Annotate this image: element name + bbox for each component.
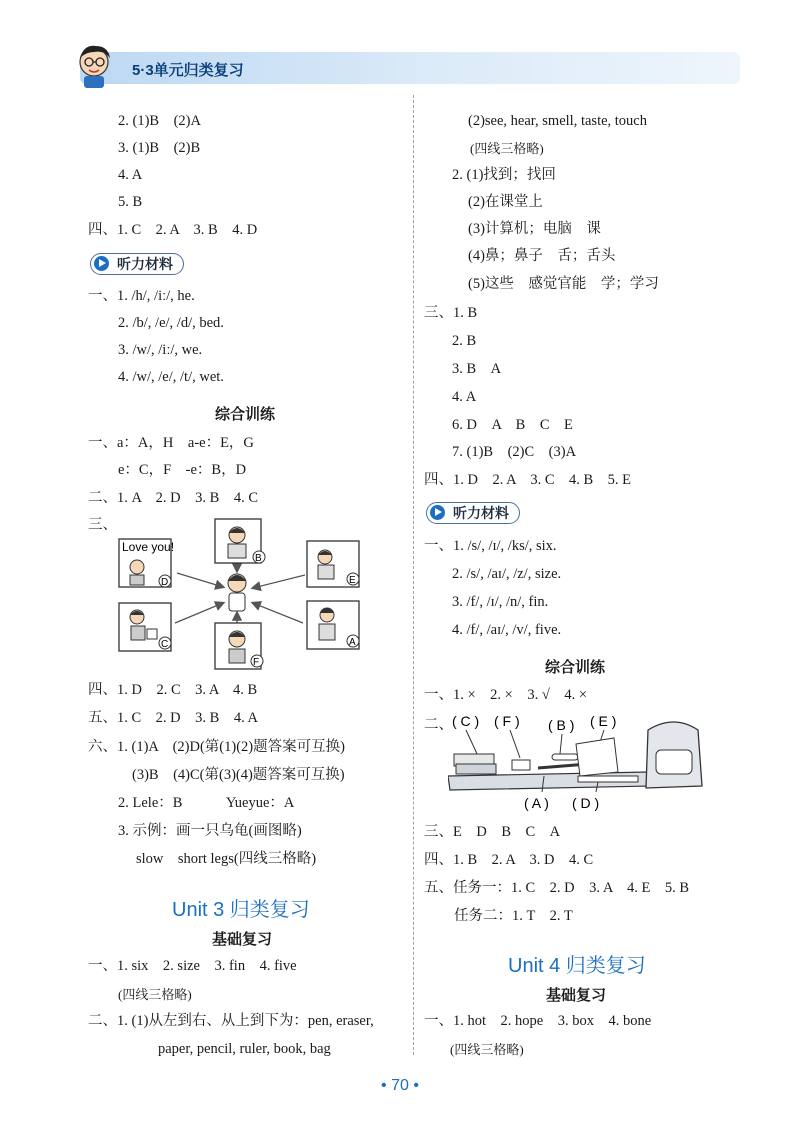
left-line-13: 三、 <box>88 517 117 533</box>
left-line-23: 二、1. (1)从左到右、从上到下为：pen, eraser, <box>88 1013 374 1029</box>
label-a: A <box>349 637 356 648</box>
listening-material-badge-right <box>426 502 520 524</box>
right-line-17: 3. /f/, /ɪ/, /n/, fin. <box>452 594 549 610</box>
page-header-banner <box>80 52 740 84</box>
left-line-10: 一、a：A，H a-e：E，G <box>88 435 254 451</box>
right-line-7: (5)这些 感觉官能 学；学习 <box>468 276 659 292</box>
right-line-26: (四线三格略) <box>450 1042 524 1057</box>
left-line-8: 3. /w/, /iː/, we. <box>118 342 203 358</box>
page-number: • 70 • <box>381 1077 419 1094</box>
label-b: B <box>255 553 262 564</box>
label-c: C <box>161 639 169 650</box>
right-line-16: 2. /s/, /aɪ/, /z/, size. <box>452 566 562 582</box>
right-line-1: (2)see, hear, smell, taste, touch <box>468 113 647 129</box>
unit4-title: Unit 4 归类复习 <box>508 955 646 977</box>
right-line-11: 4. A <box>452 389 477 405</box>
left-line-14: 四、1. D 2. C 3. A 4. B <box>88 682 258 698</box>
play-icon <box>430 505 445 520</box>
left-line-6: 一、1. /h/, /iː/, he. <box>88 288 195 304</box>
unit3-title: Unit 3 归类复习 <box>172 899 310 921</box>
left-line-1: 2. (1)B (2)A <box>118 113 201 129</box>
left-line-3: 4. A <box>118 167 143 183</box>
label-f: F <box>253 657 260 668</box>
desk-label-b: ( B ) <box>548 717 575 733</box>
desk-label-c: ( C ) <box>452 713 480 729</box>
left-line-18: 2. Lele：B Yueyue：A <box>118 795 295 811</box>
right-line-3: 2. (1)找到；找回 <box>452 167 556 183</box>
desk-label-e: ( E ) <box>590 713 617 729</box>
label-d: D <box>161 577 169 588</box>
left-line-7: 2. /b/, /e/, /d/, bed. <box>118 315 224 331</box>
label-e: E <box>349 575 356 586</box>
left-line-17: (3)B (4)C(第(3)(4)题答案可互换) <box>132 767 345 783</box>
right-line-22: 四、1. B 2. A 3. D 4. C <box>424 852 594 868</box>
right-line-18: 4. /f/, /aɪ/, /v/, five. <box>452 622 562 638</box>
desk-label-d: ( D ) <box>572 795 600 811</box>
listening-material-badge <box>90 253 184 275</box>
desk-illustration <box>448 710 718 815</box>
left-line-11: e：C，F -e：B，D <box>118 462 247 478</box>
right-line-13: 7. (1)B (2)C (3)A <box>452 444 577 460</box>
right-line-6: (4)鼻；鼻子 舌；舌头 <box>468 248 616 264</box>
section-title-zonghe-right: 综合训练 <box>545 659 606 676</box>
desk-label-f: ( F ) <box>494 713 520 729</box>
right-line-2: (四线三格略) <box>470 141 544 156</box>
right-line-15: 一、1. /s/, /ɪ/, /ks/, six. <box>424 538 557 554</box>
love-you-text: Love you! <box>122 540 175 554</box>
left-line-20: slow short legs(四线三格略) <box>136 851 317 867</box>
left-line-4: 5. B <box>118 194 143 210</box>
left-line-24: paper, pencil, ruler, book, bag <box>158 1041 331 1057</box>
right-line-8: 三、1. B <box>424 305 478 321</box>
left-line-15: 五、1. C 2. D 3. B 4. A <box>88 710 258 726</box>
left-line-9: 4. /w/, /e/, /t/, wet. <box>118 369 224 385</box>
right-line-4: (2)在课堂上 <box>468 194 543 210</box>
left-line-5: 四、1. C 2. A 3. B 4. D <box>88 222 258 238</box>
right-line-19: 一、1. × 2. × 3. √ 4. × <box>424 687 587 703</box>
left-line-2: 3. (1)B (2)B <box>118 140 201 156</box>
center-girl-figure <box>228 574 246 611</box>
right-line-20: 二、 <box>424 717 453 733</box>
right-line-9: 2. B <box>452 333 477 349</box>
right-line-23: 五、任务一：1. C 2. D 3. A 4. E 5. B <box>424 880 690 896</box>
left-line-16: 六、1. (1)A (2)D(第(1)(2)题答案可互换) <box>88 739 345 755</box>
mascot-icon <box>70 40 120 90</box>
right-line-14: 四、1. D 2. A 3. C 4. B 5. E <box>424 472 632 488</box>
section-title-jichu-right: 基础复习 <box>546 987 607 1004</box>
listening-material-label-right: 听力材料 <box>453 505 509 521</box>
left-line-12: 二、1. A 2. D 3. B 4. C <box>88 490 258 506</box>
right-line-12: 6. D A B C E <box>452 417 573 433</box>
matching-illustration <box>115 515 375 675</box>
left-line-19: 3. 示例：画一只乌龟(画图略) <box>118 823 302 839</box>
left-line-21: 一、1. six 2. size 3. fin 4. five <box>88 958 297 974</box>
right-line-21: 三、E D B C A <box>424 824 561 840</box>
section-title-zonghe: 综合训练 <box>215 406 276 423</box>
left-line-22: (四线三格略) <box>118 987 192 1002</box>
right-line-25: 一、1. hot 2. hope 3. box 4. bone <box>424 1013 652 1029</box>
right-line-10: 3. B A <box>452 361 502 377</box>
desk-label-a: ( A ) <box>524 795 549 811</box>
section-title-jichu-left: 基础复习 <box>212 931 273 948</box>
listening-material-label: 听力材料 <box>117 256 173 272</box>
right-line-24: 任务二：1. T 2. T <box>454 908 573 924</box>
column-divider <box>413 95 414 1055</box>
right-line-5: (3)计算机；电脑 课 <box>468 221 601 237</box>
play-icon <box>94 256 109 271</box>
header-title: 5·3单元归类复习 <box>132 62 244 79</box>
